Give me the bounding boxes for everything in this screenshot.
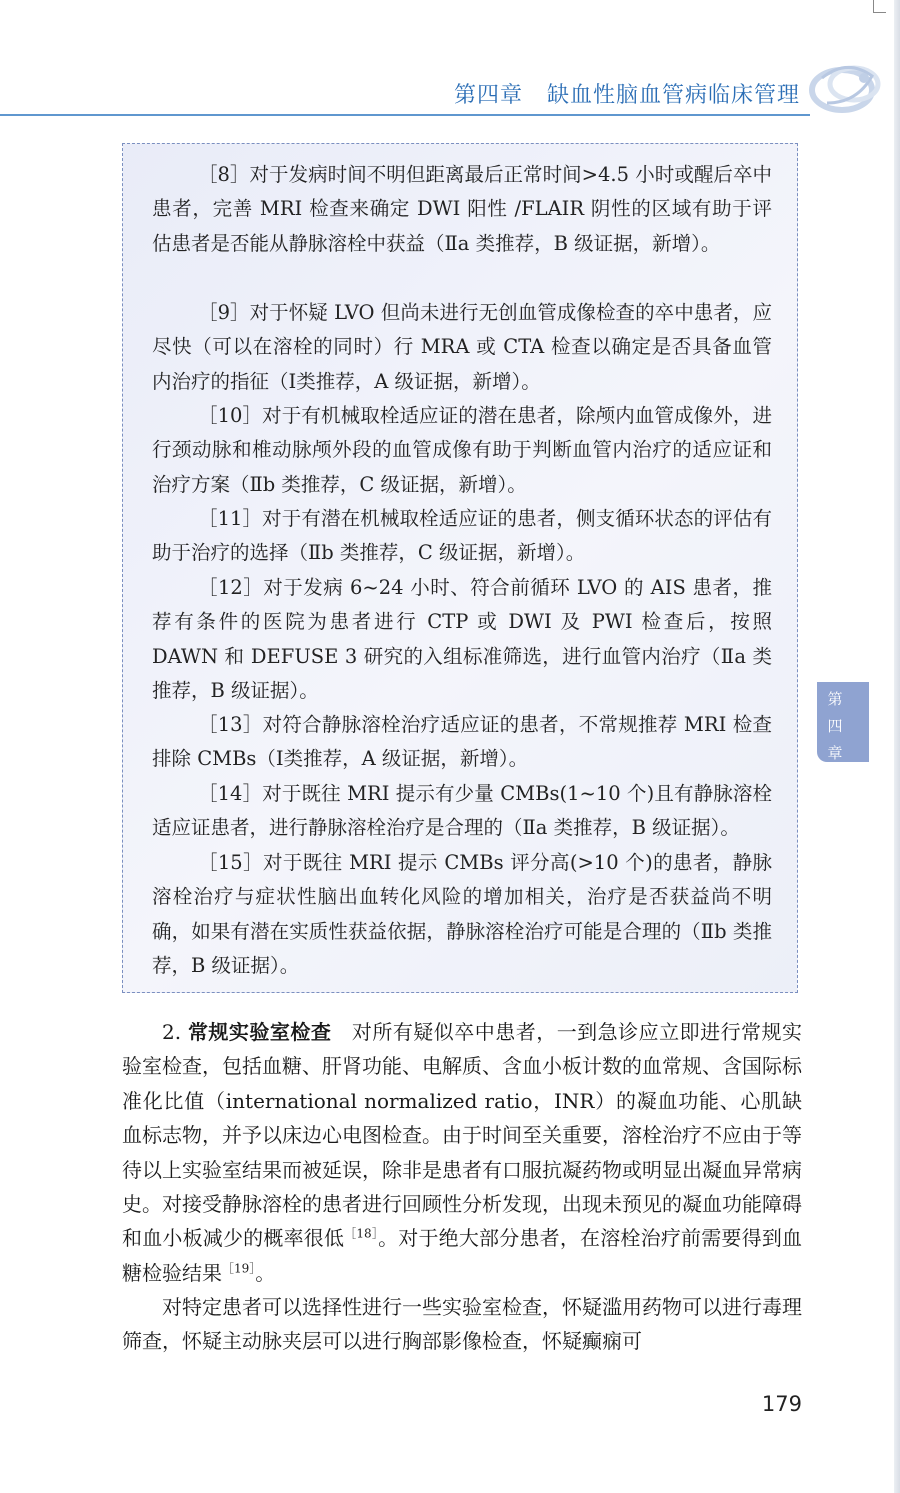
recommendation-11: ［11］对于有潜在机械取栓适应证的患者，侧支循环状态的评估有助于治疗的选择（Ⅱb 类推荐，C 级证据，新增）。	[152, 507, 772, 565]
section-number: 2.	[162, 1020, 182, 1044]
recommendation-12: ［12］对于发病 6~24 小时、符合前循环 LVO 的 AIS 患者，推荐有条件的医院为患者进行 CTP 或 DWI 及 PWI 检查后，按照 DAWN 和 DEFUSE 3 研究的入组标准筛选，进行血管内治疗（Ⅱa 类推荐，B 级证据）。	[152, 576, 772, 703]
header-rule	[0, 114, 810, 116]
section-heading: 常规实验室检查	[187, 1020, 332, 1044]
running-header	[454, 78, 800, 109]
decorative-swirl-icon	[802, 48, 892, 128]
citation-19[interactable]: ［19］	[222, 1261, 256, 1276]
citation-18[interactable]: ［18］	[344, 1226, 379, 1241]
page-edge	[894, 0, 900, 1493]
recommendation-15: ［15］对于既往 MRI 提示 CMBs 评分高(>10 个)的患者，静脉溶栓治疗与症状性脑出血转化风险的增加相关，治疗是否获益尚不明确，如果有潜在实质性获益依据，静脉溶栓治疗可能是合理的（Ⅱb 类推荐，B 级证据）。	[152, 851, 772, 978]
header-title-text: 缺血性脑血管病临床管理	[546, 83, 800, 108]
recommendation-8: ［8］对于发病时间不明但距离最后正常时间>4.5 小时或醒后卒中患者，完善 MRI 检查来确定 DWI 阳性 /FLAIR 阴性的区域有助于评估患者是否能从静脉溶栓中获益（Ⅱa 类推荐，B 级证据，新增）。	[152, 163, 772, 255]
recommendation-13: ［13］对符合静脉溶栓治疗适应证的患者，不常规推荐 MRI 检查排除 CMBs（Ⅰ类推荐，A 级证据，新增）。	[152, 713, 772, 771]
recommendation-9: ［9］对于怀疑 LVO 但尚未进行无创血管成像检查的卒中患者，应尽快（可以在溶栓的同时）行 MRA 或 CTA 检查以确定是否具备血管内治疗的指征（Ⅰ类推荐，A 级证据，新增）。	[152, 301, 772, 393]
section-paragraph-2: 对特定患者可以选择性进行一些实验室检查，怀疑滥用药物可以进行毒理筛查，怀疑主动脉夹层可以进行胸部影像检查，怀疑癫痫可	[122, 1295, 802, 1354]
page-number: 179	[761, 1392, 802, 1416]
crop-mark	[873, 0, 886, 13]
section-paragraph-1: 2. 常规实验室检查 对所有疑似卒中患者，一到急诊应立即进行常规实验室检查，包括血糖、肝肾功能、电解质、含血小板计数的血常规、含国际标准化比值（international normalized ratio，INR）的凝血功能、心肌缺血标志物，并予以床边心电图检查。由于时间至关重要，溶栓治疗不应由于等待以上实验室结果而被延误，除非是患者有口服抗凝药物或明显出凝血异常病史。对接受静脉溶栓的患者进行回顾性分析发现，出现未预见的凝血功能障碍和血小板减少的概率很低$^{[18]}$。对于绝大部分患者，在溶栓治疗前需要得到血糖检验结果$^{[19]}$。	[122, 1020, 803, 1285]
recommendation-14: ［14］对于既往 MRI 提示有少量 CMBs(1~10 个)且有静脉溶栓适应证患者，进行静脉溶栓治疗是合理的（Ⅱa 类推荐，B 级证据）。	[152, 782, 772, 840]
recommendation-10: ［10］对于有机械取栓适应证的潜在患者，除颅内血管成像外，进行颈动脉和椎动脉颅外段的血管成像有助于判断血管内治疗的适应证和治疗方案（Ⅱb 类推荐，C 级证据，新增）。	[152, 404, 772, 496]
chapter-tab: 第 四 章	[817, 682, 869, 762]
header-chapter: 第四章	[453, 83, 523, 108]
